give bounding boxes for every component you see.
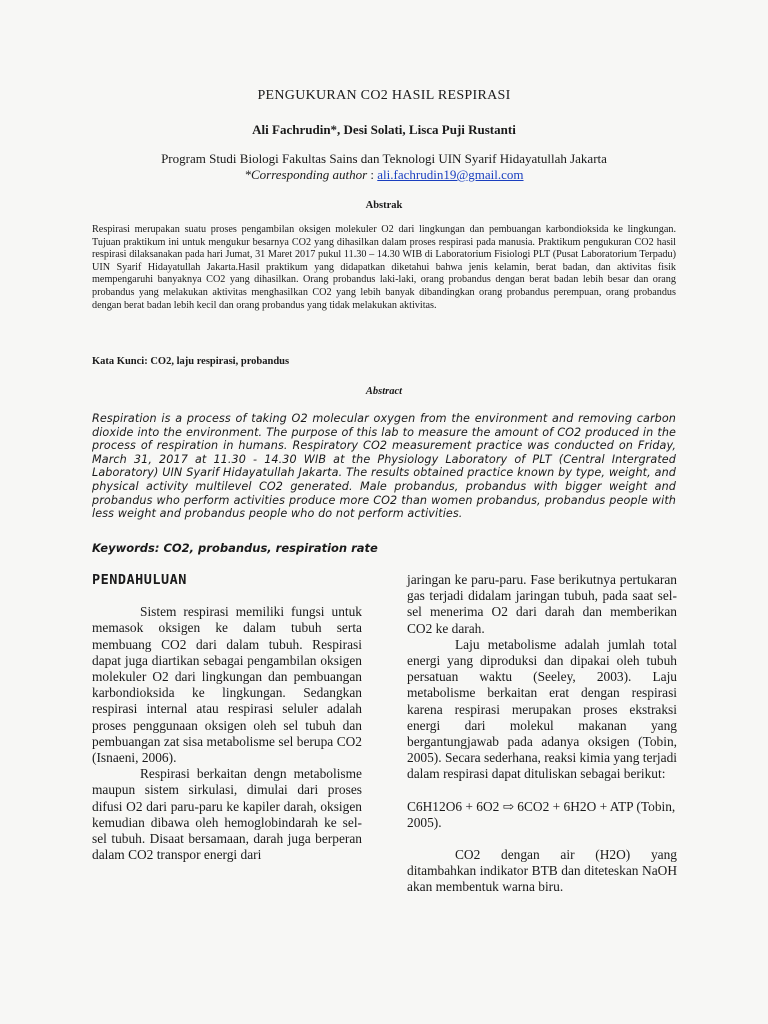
corresponding-author-label: *Corresponding author bbox=[244, 167, 368, 182]
continued-paragraph: jaringan ke paru-paru. Fase berikutnya pertukaran gas terjadi didalam jaringan tubuh, pada saat sel-sel menerima O2 dari darah dan memberikan CO2 ke darah. bbox=[407, 572, 677, 636]
affiliation-block bbox=[0, 151, 768, 183]
right-column bbox=[407, 572, 677, 896]
intro-paragraph-2: Respirasi berkaitan dengn metabolisme maupun sistem sirkulasi, dimulai dari proses difusi O2 dari paru-paru ke kapiler darah, oksigen kemudian dibawa oleh hemoglobindarah ke sel-sel tubuh. Disaat bersamaan, darah juga berperan dalam CO2 transpor energi dari bbox=[92, 766, 362, 863]
respiration-equation: C6H12O6 + 6O2 ⇨ 6CO2 + 6H2O + ATP (Tobin, 2005). bbox=[407, 798, 676, 830]
metabolism-paragraph: Laju metabolisme adalah jumlah total energi yang diproduksi dan dipakai oleh tubuh persatuan waktu (Seeley, 2003). Laju metabolisme berkaitan erat dengan respirasi karena respirasi merupakan proses ekstraksi energi dari molekul makanan yang bergantungjawab pada adanya oksigen (Tobin, 2005). Secara sederhana, reaksi kimia yang terjadi dalam respirasi dapat dituliskan sebagai berikut: bbox=[407, 636, 677, 782]
abstract-heading: Abstract bbox=[365, 386, 403, 397]
corresponding-author-line bbox=[0, 167, 768, 183]
corresponding-separator: : bbox=[367, 167, 378, 182]
abstrak-heading: Abstrak bbox=[365, 200, 403, 211]
keywords: Keywords: CO2, probandus, respiration rate bbox=[92, 541, 378, 555]
section-heading: PENDAHULUAN bbox=[92, 572, 187, 588]
author-list: Ali Fachrudin*, Desi Solati, Lisca Puji Rustanti bbox=[252, 122, 516, 137]
btb-paragraph: CO2 dengan air (H2O) yang ditambahkan indikator BTB dan diteteskan NaOH akan membentuk warna biru. bbox=[407, 847, 677, 895]
abstrak-text: Respirasi merupakan suatu proses pengambilan oksigen molekuler O2 dari lingkungan dan pembuangan karbondioksida ke lingkungan. Tujuan praktikum ini untuk mengukur besarnya CO2 yang dihasilkan dalam proses respirasi pada manusia. Praktikum pengukuran CO2 hasil respirasi dilaksanakan pada hari Jumat, 31 Maret 2017 pukul 11.30 – 14.30 WIB di Laboratorium Fisiologi PLT (Pusat Laboratorium Terpadu) UIN Syarif Hidayatullah Jakarta.Hasil praktikum yang didapatkan diketahui bahwa jenis kelamin, berat badan, dan aktivitas fisik mempengaruhi banyaknya CO2 yang dihasilkan. Orang probandus laki-laki, orang probandus dengan berat badan lebih besar dan orang probandus yang melakukan aktivitas menghasilkan CO2 yang lebih banyak dibandingkan orang probandus perempuan, orang probandus dengan berat badan lebih kecil dan orang probandus yang tidak melakukan aktivitas. bbox=[92, 224, 676, 311]
abstract-text: Respiration is a process of taking O2 molecular oxygen from the environment and removing carbon dioxide into the environment. The purpose of this lab to measure the amount of CO2 produced in the process of respiration in humans. Respiratory CO2 measurement practice was conducted on Friday, March 31, 2017 at 11.30 - 14.30 WIB at the Physiology Laboratory of PLT (Central Intergrated Laboratory) UIN Syarif Hidayatullah Jakarta. The results obtained practice known by type, weight, and physical activity multilevel CO2 generated. Male probandus, probandus with bigger weight and probandus who perform activities produce more CO2 than women probandus, probandus people with less weight and probandus people who do not perform activities. bbox=[92, 412, 676, 521]
left-column bbox=[92, 572, 362, 863]
email-link[interactable]: ali.fachrudin19@gmail.com bbox=[377, 167, 524, 182]
kata-kunci: Kata Kunci: CO2, laju respirasi, probandus bbox=[92, 356, 290, 367]
intro-paragraph-1: Sistem respirasi memiliki fungsi untuk memasok oksigen ke dalam tubuh serta membuang CO2 dari dalam tubuh. Respirasi dapat juga diartikan sebagai pengambilan oksigen molekuler O2 dari lingkungan dan pembuangan karbondioksida ke lingkungan. Sedangkan respirasi internal atau respirasi seluler adalah proses penggunaan oksigen oleh sel tubuh dan pembuangan zat sisa metabolisme sel berupa CO2 (Isnaeni, 2006). bbox=[92, 604, 362, 766]
paper-title: PENGUKURAN CO2 HASIL RESPIRASI bbox=[257, 88, 511, 103]
spacer bbox=[407, 831, 677, 847]
affiliation: Program Studi Biologi Fakultas Sains dan Teknologi UIN Syarif Hidayatullah Jakarta bbox=[161, 151, 607, 166]
